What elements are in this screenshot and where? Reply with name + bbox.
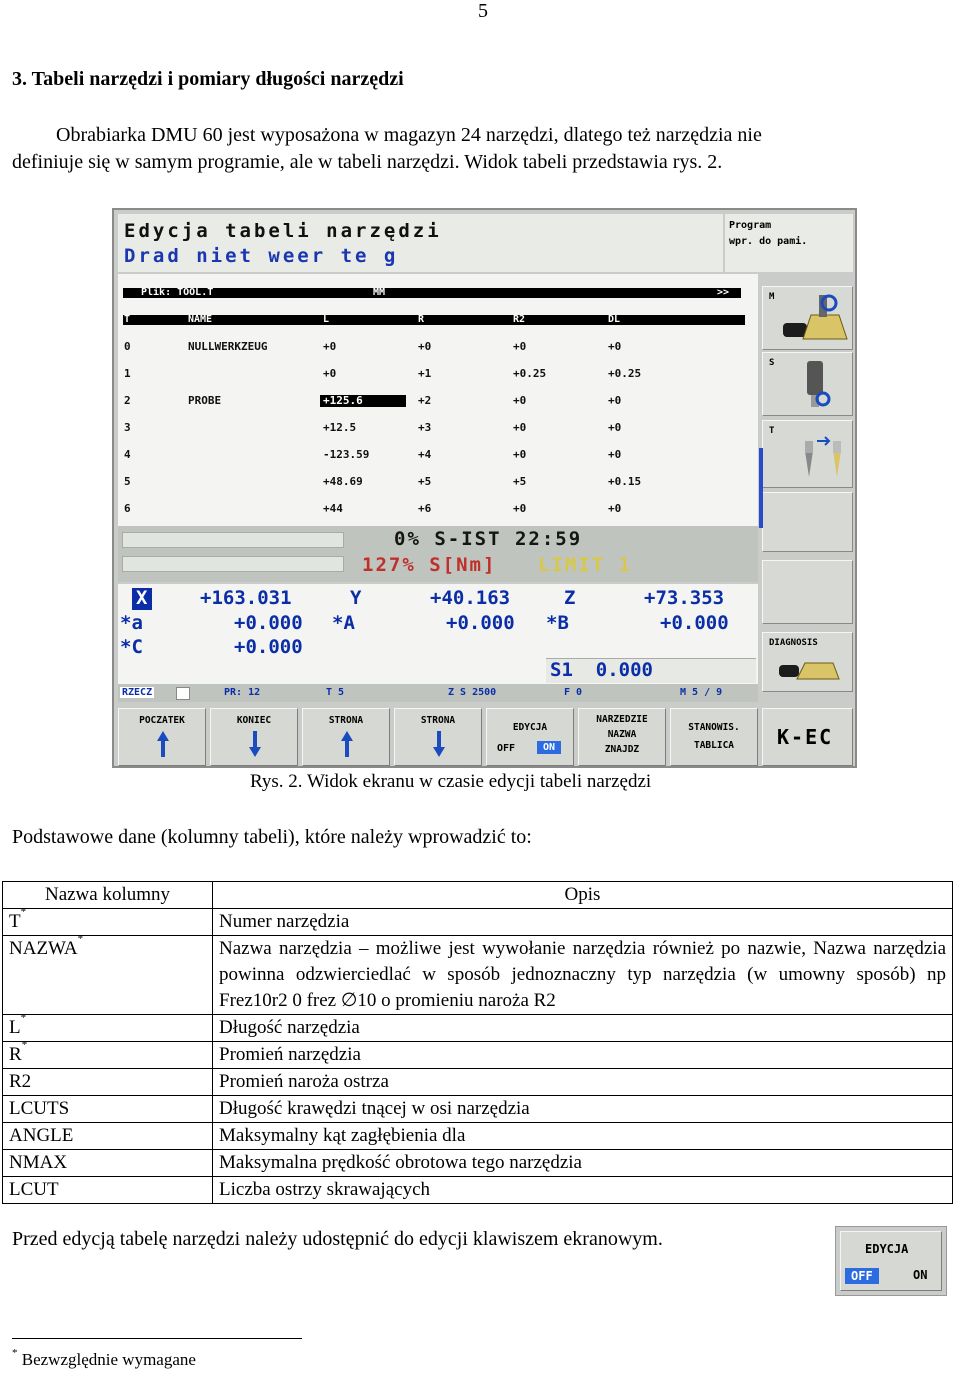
cell-l: +12.5 xyxy=(323,421,357,434)
column-name-cell xyxy=(3,933,213,1015)
spindle-status xyxy=(118,526,758,582)
axis-a-value: +0.000 xyxy=(234,612,303,634)
side-key-label: T xyxy=(769,426,775,436)
brand-logo: K-EC xyxy=(777,725,834,749)
cell-l-selected[interactable]: +125.6 xyxy=(320,395,406,407)
axis-x-value: +163.031 xyxy=(200,587,292,609)
axis-y-value: +40.163 xyxy=(430,587,511,609)
cell-r2: +0.25 xyxy=(513,367,547,380)
file-name: Plik: TOOL.T xyxy=(141,287,214,298)
column-header: DL xyxy=(608,314,621,325)
cell-t: 4 xyxy=(124,448,131,461)
brand-key[interactable] xyxy=(762,708,853,766)
column-header: L xyxy=(323,314,330,325)
cell-l: +0 xyxy=(323,340,337,353)
cell-l: +44 xyxy=(323,502,343,515)
table-row xyxy=(3,909,953,936)
tool-change-icon xyxy=(791,431,851,485)
figure-caption: Rys. 2. Widok ekranu w czasie edycji tabeli narzędzi xyxy=(250,771,652,792)
side-key-empty[interactable] xyxy=(762,492,853,552)
edit-key-label: EDYCJA xyxy=(865,1242,909,1256)
side-key-empty[interactable] xyxy=(762,560,853,624)
spindle-s1-value: S1 0.000 xyxy=(550,659,653,681)
softkey-edycja[interactable] xyxy=(486,708,574,766)
column-desc: Maksymalna prędkość obrotowa tego narzędzia xyxy=(213,1150,953,1177)
softkey-strona-up[interactable] xyxy=(302,708,390,766)
edit-key[interactable] xyxy=(840,1231,942,1291)
mode-label: Program xyxy=(729,220,772,231)
axis-A-value: +0.000 xyxy=(446,612,515,634)
cell-r: +3 xyxy=(418,421,432,434)
required-mark: * xyxy=(77,933,84,945)
cell-r: +5 xyxy=(418,475,432,488)
softkey-label: EDYCJA xyxy=(512,722,548,733)
cnc-screen-figure xyxy=(112,208,857,768)
limit-label: LIMIT 1 xyxy=(538,554,633,576)
cell-dl: +0 xyxy=(608,502,622,515)
cell-r2: +0 xyxy=(513,502,527,515)
cell-t: 0 xyxy=(124,340,131,353)
cell-r: +1 xyxy=(418,367,432,380)
cell-l: +48.69 xyxy=(323,475,363,488)
column-name-cell xyxy=(3,1096,213,1123)
toggle-off-label: OFF xyxy=(497,743,516,754)
axis-z-label: Z xyxy=(564,587,576,609)
column-name-cell xyxy=(3,1123,213,1150)
status-line-2: 127% S[Nm] xyxy=(362,554,497,576)
cnc-subtitle: Drad niet weer te g xyxy=(124,245,399,267)
column-desc: Promień narzędzia xyxy=(213,1042,953,1069)
axis-a-label: *a xyxy=(120,612,143,634)
more-indicator: >> xyxy=(717,287,730,298)
header-name: Nazwa kolumny xyxy=(3,882,213,909)
column-name-cell xyxy=(3,1150,213,1177)
column-name-cell xyxy=(3,1177,213,1204)
mode-label: wpr. do pami. xyxy=(729,236,808,247)
page-down-icon xyxy=(431,729,447,759)
column-desc: Promień naroża ostrza xyxy=(213,1069,953,1096)
column-desc: Nazwa narzędzia – możliwe jest wywołanie narzędzia również po nazwie, Nazwa narzędzia powinna odzwierciedlać w sposób jednoznaczny typ narzędzia (w umowny sposób) np Frez10r2 0 frez ∅10 o promieniu naroża R2 xyxy=(213,936,953,1015)
side-key-diagnosis[interactable] xyxy=(762,632,853,692)
info-t: T 5 xyxy=(326,687,345,698)
cell-r: +4 xyxy=(418,448,432,461)
axis-y-label: Y xyxy=(350,587,362,609)
header-desc: Opis xyxy=(213,882,953,909)
softkey-label: NAZWA xyxy=(607,729,637,740)
edit-key-off: OFF xyxy=(845,1268,879,1284)
table-row xyxy=(3,1150,953,1177)
info-f: F 0 xyxy=(564,687,583,698)
column-name: NMAX xyxy=(9,1152,68,1173)
columns-table xyxy=(2,881,953,1204)
axis-B-label: *B xyxy=(546,612,569,634)
cell-dl: +0.15 xyxy=(608,475,642,488)
info-bar xyxy=(118,684,758,702)
axis-x-label: X xyxy=(136,587,148,609)
side-key-label: S xyxy=(769,358,775,368)
side-key-label: M xyxy=(769,292,775,302)
column-desc: Maksymalny kąt zagłębienia dla xyxy=(213,1123,953,1150)
footnote-text: Bezwzględnie wymagane xyxy=(21,1350,196,1369)
softkey-label: STRONA xyxy=(420,715,456,726)
column-name-cell xyxy=(3,1069,213,1096)
table-header-row xyxy=(3,882,953,909)
softkey-label: STANOWIS. xyxy=(688,722,740,733)
torque-bar xyxy=(122,556,344,572)
softkey-koniec[interactable] xyxy=(210,708,298,766)
softkey-strona-down[interactable] xyxy=(394,708,482,766)
cnc-title-panel xyxy=(118,214,723,272)
required-mark: * xyxy=(21,1039,28,1051)
column-header: R xyxy=(418,314,425,325)
toggle-on-label: ON xyxy=(537,741,561,754)
info-zs: Z S 2500 xyxy=(448,687,497,698)
column-header: NAME xyxy=(188,314,213,325)
axis-A-label: *A xyxy=(332,612,355,634)
cell-t: 5 xyxy=(124,475,131,488)
cell-r2: +5 xyxy=(513,475,527,488)
softkey-stanowis-tablica[interactable] xyxy=(670,708,758,766)
arrow-down-icon xyxy=(247,729,263,759)
tool-holder-icon xyxy=(793,359,843,413)
scroll-indicator[interactable] xyxy=(759,448,763,528)
cell-dl: +0.25 xyxy=(608,367,642,380)
required-mark: * xyxy=(20,1012,27,1024)
footnote-rule xyxy=(12,1338,302,1339)
column-name: LCUTS xyxy=(9,1098,70,1119)
cell-r2: +0 xyxy=(513,421,527,434)
table-row xyxy=(3,1096,953,1123)
softkey-label: TABLICA xyxy=(693,740,735,751)
diagnosis-icon xyxy=(777,657,847,691)
softkey-label: STRONA xyxy=(328,715,364,726)
tool-table xyxy=(118,274,758,526)
axis-z-value: +73.353 xyxy=(644,587,725,609)
column-desc: Liczba ostrzy skrawających xyxy=(213,1177,953,1204)
cell-r2: +0 xyxy=(513,340,527,353)
column-name: ANGLE xyxy=(9,1125,74,1146)
info-m: M 5 / 9 xyxy=(680,687,723,698)
softkey-narzedzie-znajdz[interactable] xyxy=(578,708,666,766)
intro-text: Podstawowe dane (kolumny tabeli), które należy wprowadzić to: xyxy=(12,826,532,848)
cnc-title: Edycja tabeli narzędzi xyxy=(124,220,442,242)
load-bar xyxy=(122,532,344,548)
cell-name: PROBE xyxy=(188,394,222,407)
axis-B-value: +0.000 xyxy=(660,612,729,634)
file-bar xyxy=(123,288,741,298)
page-up-icon xyxy=(339,729,355,759)
cell-l: -123.59 xyxy=(323,448,370,461)
column-desc: Długość narzędzia xyxy=(213,1015,953,1042)
side-key-m[interactable] xyxy=(762,286,853,350)
table-row xyxy=(3,1015,953,1042)
column-desc: Długość krawędzi tnącej w osi narzędzia xyxy=(213,1096,953,1123)
position-display xyxy=(118,584,758,684)
edit-key-on: ON xyxy=(913,1268,928,1282)
cell-r: +0 xyxy=(418,340,432,353)
table-row xyxy=(3,1123,953,1150)
info-pr: PR: 12 xyxy=(224,687,261,698)
footnote-mark: * xyxy=(12,1347,18,1359)
table-row xyxy=(3,1177,953,1204)
side-key-label: DIAGNOSIS xyxy=(769,638,818,648)
column-name: L xyxy=(9,1017,21,1038)
column-name-cell xyxy=(3,1012,213,1042)
column-desc: Numer narzędzia xyxy=(213,909,953,936)
cell-dl: +0 xyxy=(608,448,622,461)
softkey-label: NARZEDZIE xyxy=(596,714,648,725)
mode-rzecz: RZECZ xyxy=(122,687,153,698)
column-header: T xyxy=(124,314,131,325)
table-row xyxy=(3,1069,953,1096)
file-unit: MM xyxy=(373,287,386,298)
cell-dl: +0 xyxy=(608,394,622,407)
softkey-label: KONIEC xyxy=(236,715,272,726)
arrow-up-icon xyxy=(155,729,171,759)
footnote xyxy=(12,1347,196,1370)
cell-t: 1 xyxy=(124,367,131,380)
cell-l: +0 xyxy=(323,367,337,380)
cell-t: 6 xyxy=(124,502,131,515)
cell-name: NULLWERKZEUG xyxy=(188,340,268,353)
column-name: R xyxy=(9,1044,22,1065)
axis-c-value: +0.000 xyxy=(234,636,303,658)
info-box xyxy=(176,687,190,700)
cell-dl: +0 xyxy=(608,421,622,434)
cell-r: +6 xyxy=(418,502,432,515)
column-name: LCUT xyxy=(9,1179,59,1200)
table-row xyxy=(3,1042,953,1069)
side-key-s[interactable] xyxy=(762,352,853,416)
required-mark: * xyxy=(20,906,27,918)
cell-r: +2 xyxy=(418,394,432,407)
spindle-icon xyxy=(781,293,851,347)
column-name-cell xyxy=(3,1039,213,1069)
column-header: R2 xyxy=(513,314,526,325)
softkey-poczatek[interactable] xyxy=(118,708,206,766)
column-header-bar xyxy=(123,315,745,325)
cell-dl: +0 xyxy=(608,340,622,353)
edit-key-image xyxy=(835,1226,947,1296)
column-name: T xyxy=(9,911,21,932)
side-key-t[interactable] xyxy=(762,420,853,488)
cell-t: 2 xyxy=(124,394,131,407)
column-name-cell xyxy=(3,906,213,936)
section-title: 3. Tabeli narzędzi i pomiary długości narzędzi xyxy=(12,68,404,90)
paragraph-line: Obrabiarka DMU 60 jest wyposażona w magazyn 24 narzędzi, dlatego też narzędzia nie xyxy=(56,124,762,146)
cell-r2: +0 xyxy=(513,394,527,407)
column-name: R2 xyxy=(9,1071,32,1092)
cell-t: 3 xyxy=(124,421,131,434)
softkey-label: POCZATEK xyxy=(139,715,185,726)
cell-r2: +0 xyxy=(513,448,527,461)
status-line-1: 0% S-IST 22:59 xyxy=(394,528,583,550)
paragraph-line: definiuje się w samym programie, ale w tabeli narzędzi. Widok tabeli przedstawia rys. 2. xyxy=(12,151,723,173)
cnc-mode-panel xyxy=(725,214,853,272)
column-name: NAZWA xyxy=(9,938,78,959)
softkey-label: ZNAJDZ xyxy=(604,744,640,755)
axis-c-label: *C xyxy=(120,636,143,658)
closing-text: Przed edycją tabelę narzędzi należy udostępnić do edycji klawiszem ekranowym. xyxy=(12,1228,663,1250)
page-number: 5 xyxy=(478,0,488,22)
table-row xyxy=(3,936,953,1015)
